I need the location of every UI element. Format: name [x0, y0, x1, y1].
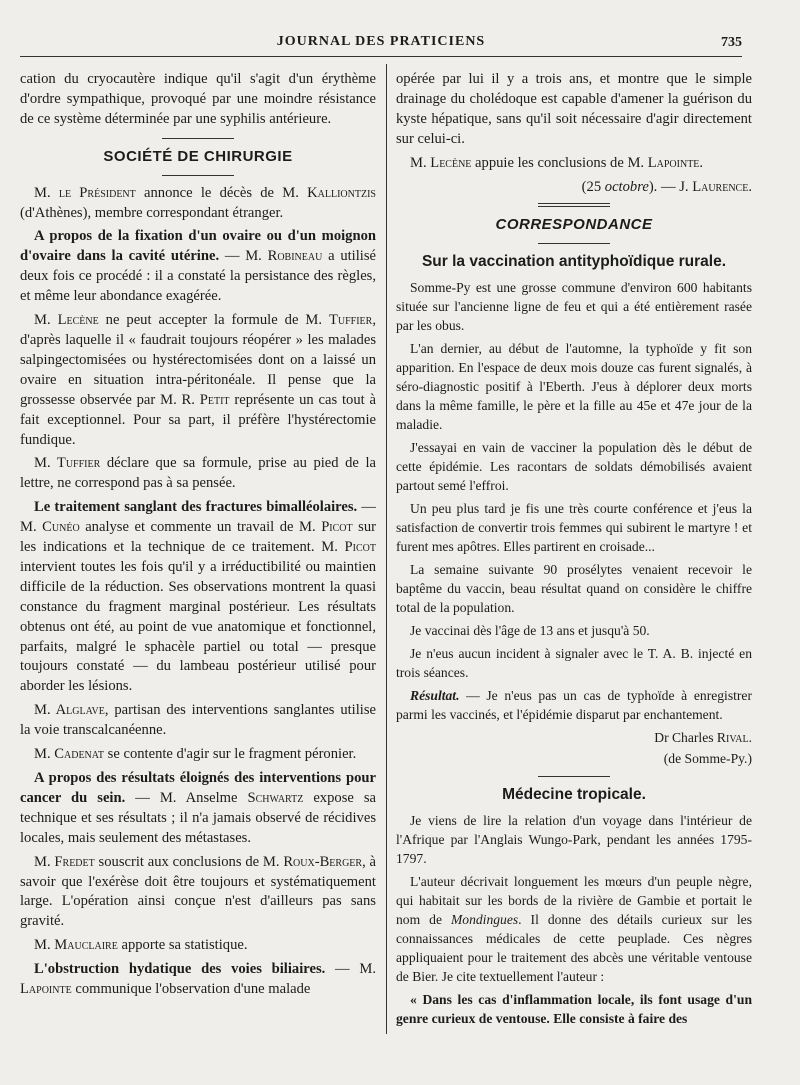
section-rule [538, 243, 610, 244]
section-title: CORRESPONDANCE [495, 216, 653, 234]
name: M. Lecène [410, 154, 472, 171]
date-signature: (25 octobre). — J. Laurence. [581, 178, 752, 195]
paragraph: Je vaccinai dès l'âge de 13 ans et jusqu'à 50. [410, 623, 650, 639]
name: Lapointe [20, 981, 72, 998]
result-label: Résultat. [410, 688, 460, 704]
paragraph: L'obstruction hydatique des voies biliaires. — M. Lapointe communique l'observation d'une malade [20, 961, 376, 998]
name: Robineau [267, 248, 323, 265]
column-divider [386, 64, 387, 1034]
paragraph-heading: A propos des résultats éloignés des interventions pour cancer du sein. [20, 770, 376, 806]
paragraph: M. le Président annonce le décès de M. Kalliontzis (d'Athènes), membre correspondant étranger. [20, 184, 376, 221]
paragraph: opérée par lui il y a trois ans, et montre que le simple drainage du cholédoque est capable d'amener la guérison du kyste hépatique, sans qu'il soit nécessaire d'agir directement sur celui-ci. [396, 71, 752, 147]
paragraph: A propos des résultats éloignés des interventions pour cancer du sein. — M. Anselme Schwartz expose sa technique et ses résultats ; il n'a jamais observé de récidives locales, mais seulement des métastases. [20, 770, 376, 846]
paragraph: M. Cadenat se contente d'agir sur le fragment péronier. [34, 746, 357, 763]
page-number: 735 [721, 35, 742, 50]
article-body [396, 278, 752, 768]
name: M. Tuffier [34, 455, 101, 472]
name: Roux-Berger [283, 853, 363, 870]
paragraph: M. Lecène ne peut accepter la formule de M. Tuffier, d'après laquelle il « faudrait toujours réopérer » les malades salpingectomisées ou hystérectomisées dont on a laissé un ovaire en situation intra-péritonéale. Il pense que la grossesse observée par M. R. Petit représente un cas tout à fait exceptionnel. Pour sa part, il préfère l'hystérectomie fundique. [20, 312, 377, 448]
name: Rival [716, 730, 749, 746]
paragraph: M. Lecène appuie les conclusions de M. Lapointe. [410, 154, 704, 171]
paragraph: La semaine suivante 90 prosélytes venaient recevoir le baptême du vaccin, beau résultat quand on considère le chiffre total de la population. [396, 562, 752, 616]
paragraph: M. Tuffier déclare que sa formule, prise au pied de la lettre, ne correspond pas à sa pensée. [20, 455, 376, 492]
section-rule [162, 175, 234, 176]
paragraph-heading: Le traitement sanglant des fractures bimalléolaires. [34, 499, 358, 516]
paragraph: Je viens de lire la relation d'un voyage dans l'intérieur de l'Afrique par l'Anglais Wungo-Park, pendant les années 1795-1797. [396, 813, 752, 867]
name: M. Fredet [34, 853, 95, 870]
name: Laurence [692, 178, 749, 195]
paragraph: M. Mauclaire apporte sa statistique. [34, 937, 248, 954]
name: M. Mauclaire [34, 937, 118, 954]
name: M. le Président [34, 184, 136, 201]
paragraph: cation du cryocautère indique qu'il s'agit d'un érythème d'ordre sympathique, provoqué par une moindre résistance de ce système déterminée par une syphilis antérieure. [20, 71, 376, 127]
page-header [20, 34, 742, 54]
section-rule [538, 776, 610, 777]
paragraph: M. Fredet souscrit aux conclusions de M. Roux-Berger, à savoir que l'exérèse doit être toujours et systématiquement large. L'opération ainsi conçue n'est d'ailleurs pas sans gravité. [20, 853, 377, 930]
left-column [20, 70, 376, 1004]
name: Lapointe [647, 154, 700, 171]
paragraph: A propos de la fixation d'un ovaire ou d'un moignon d'ovaire dans la cavité utérine. — M. Robineau a utilisé deux fois ce procédé : il a constaté la persistance des règles, et même leur abondance exagérée. [20, 228, 376, 305]
paragraph-heading: L'obstruction hydatique des voies biliaires. [34, 961, 326, 978]
paragraph: Le traitement sanglant des fractures bimalléolaires. — M. Cunéo analyse et commente un travail de M. Picot sur les indications et la technique de ce traitement. M. Picot intervient toutes les fois qu'il y a irréductibilité ou maintien difficile de la réduction. Ses observations montrent la quasi constance du fragment marginal postérieur. Les résultats obtenus ont été, au point de vue anatomique et fonctionnel, parfaits, malgré le sphacèle partiel ou total — presque toujours constaté — du lambeau postérieur utilisé pour aborder les lésions. [20, 499, 376, 695]
paragraph: Résultat. — Je n'eus pas un cas de typhoïde à enregistrer parmi les vaccinés, et l'épidémie disparut par enchantement. [396, 688, 752, 723]
header-rule [20, 56, 742, 57]
signature-place: (de Somme-Py.) [663, 751, 752, 767]
section-rule [162, 138, 234, 139]
paragraph: Je n'eus aucun incident à signaler avec le T. A. B. injecté en trois séances. [396, 646, 752, 681]
name: Tuffier [328, 312, 373, 329]
paragraph: L'auteur décrivait longuement les mœurs d'un peuple nègre, qui habitait sur les bords de la rivière de Gambie et portait le nom de Mondingues. Il donne des détails curieux sur les connaissances médicales de cette peuplade. Ces nègres appliquaient pour le traitement des abcès une véritable ventouse de Bier. Je cite textuellement l'auteur : [396, 874, 752, 985]
article-title: Médecine tropicale. [502, 786, 646, 804]
paragraph: Un peu plus tard je fis une très courte conférence et j'eus la satisfaction de convertir trois femmes qui subirent le martyre ! et furent mes apôtres. Elles partirent en croisade... [396, 501, 752, 555]
article-body [396, 811, 752, 1028]
paragraph: L'an dernier, au début de l'automne, la typhoïde y fit son apparition. En l'espace de deux mois douze cas furent signalés, à séro-diagnostic positif à l'Eberth. J'eus à déplorer deux morts dans la même famille, le père et la fille au 45e et 47e jour de la maladie. [396, 341, 752, 433]
name: Petit [199, 391, 230, 408]
paragraph: Somme-Py est une grosse commune d'environ 600 habitants située sur l'ancienne ligne de feu et qui a été entièrement rasée par les obus. [396, 280, 752, 334]
name: Cunéo [42, 519, 80, 536]
paragraph: M. Alglave, partisan des interventions sanglantes utilise la voie transcalcanéenne. [20, 702, 376, 739]
article-title: Sur la vaccination antityphoïdique rurale. [421, 253, 727, 271]
right-column [396, 70, 752, 1032]
paragraph: « Dans les cas d'inflammation locale, ils font usage d'un genre curieux de ventouse. Elle consiste à faire des [396, 992, 752, 1027]
signature: Dr Charles Rival. [654, 730, 752, 746]
name: M. Alglave [34, 702, 105, 719]
journal-title: JOURNAL DES PRATICIENS [276, 34, 486, 49]
name: Schwartz [247, 789, 304, 806]
section-rule [538, 203, 610, 207]
name: M. Cadenat [34, 746, 105, 763]
name: Kalliontzis [307, 184, 376, 201]
section-title: SOCIÉTÉ DE CHIRURGIE [103, 147, 293, 165]
paragraph-heading: A propos de la fixation d'un ovaire ou d'un moignon d'ovaire dans la cavité utérine. [20, 228, 376, 265]
name: M. Lecène [34, 312, 99, 329]
name: Picot [344, 539, 376, 556]
paragraph: J'essayai en vain de vacciner la population dès le début de cette épidémie. Les racontars de soldats démobilisés avaient partout semé l'effroi. [396, 440, 752, 494]
name: Picot [321, 519, 353, 536]
